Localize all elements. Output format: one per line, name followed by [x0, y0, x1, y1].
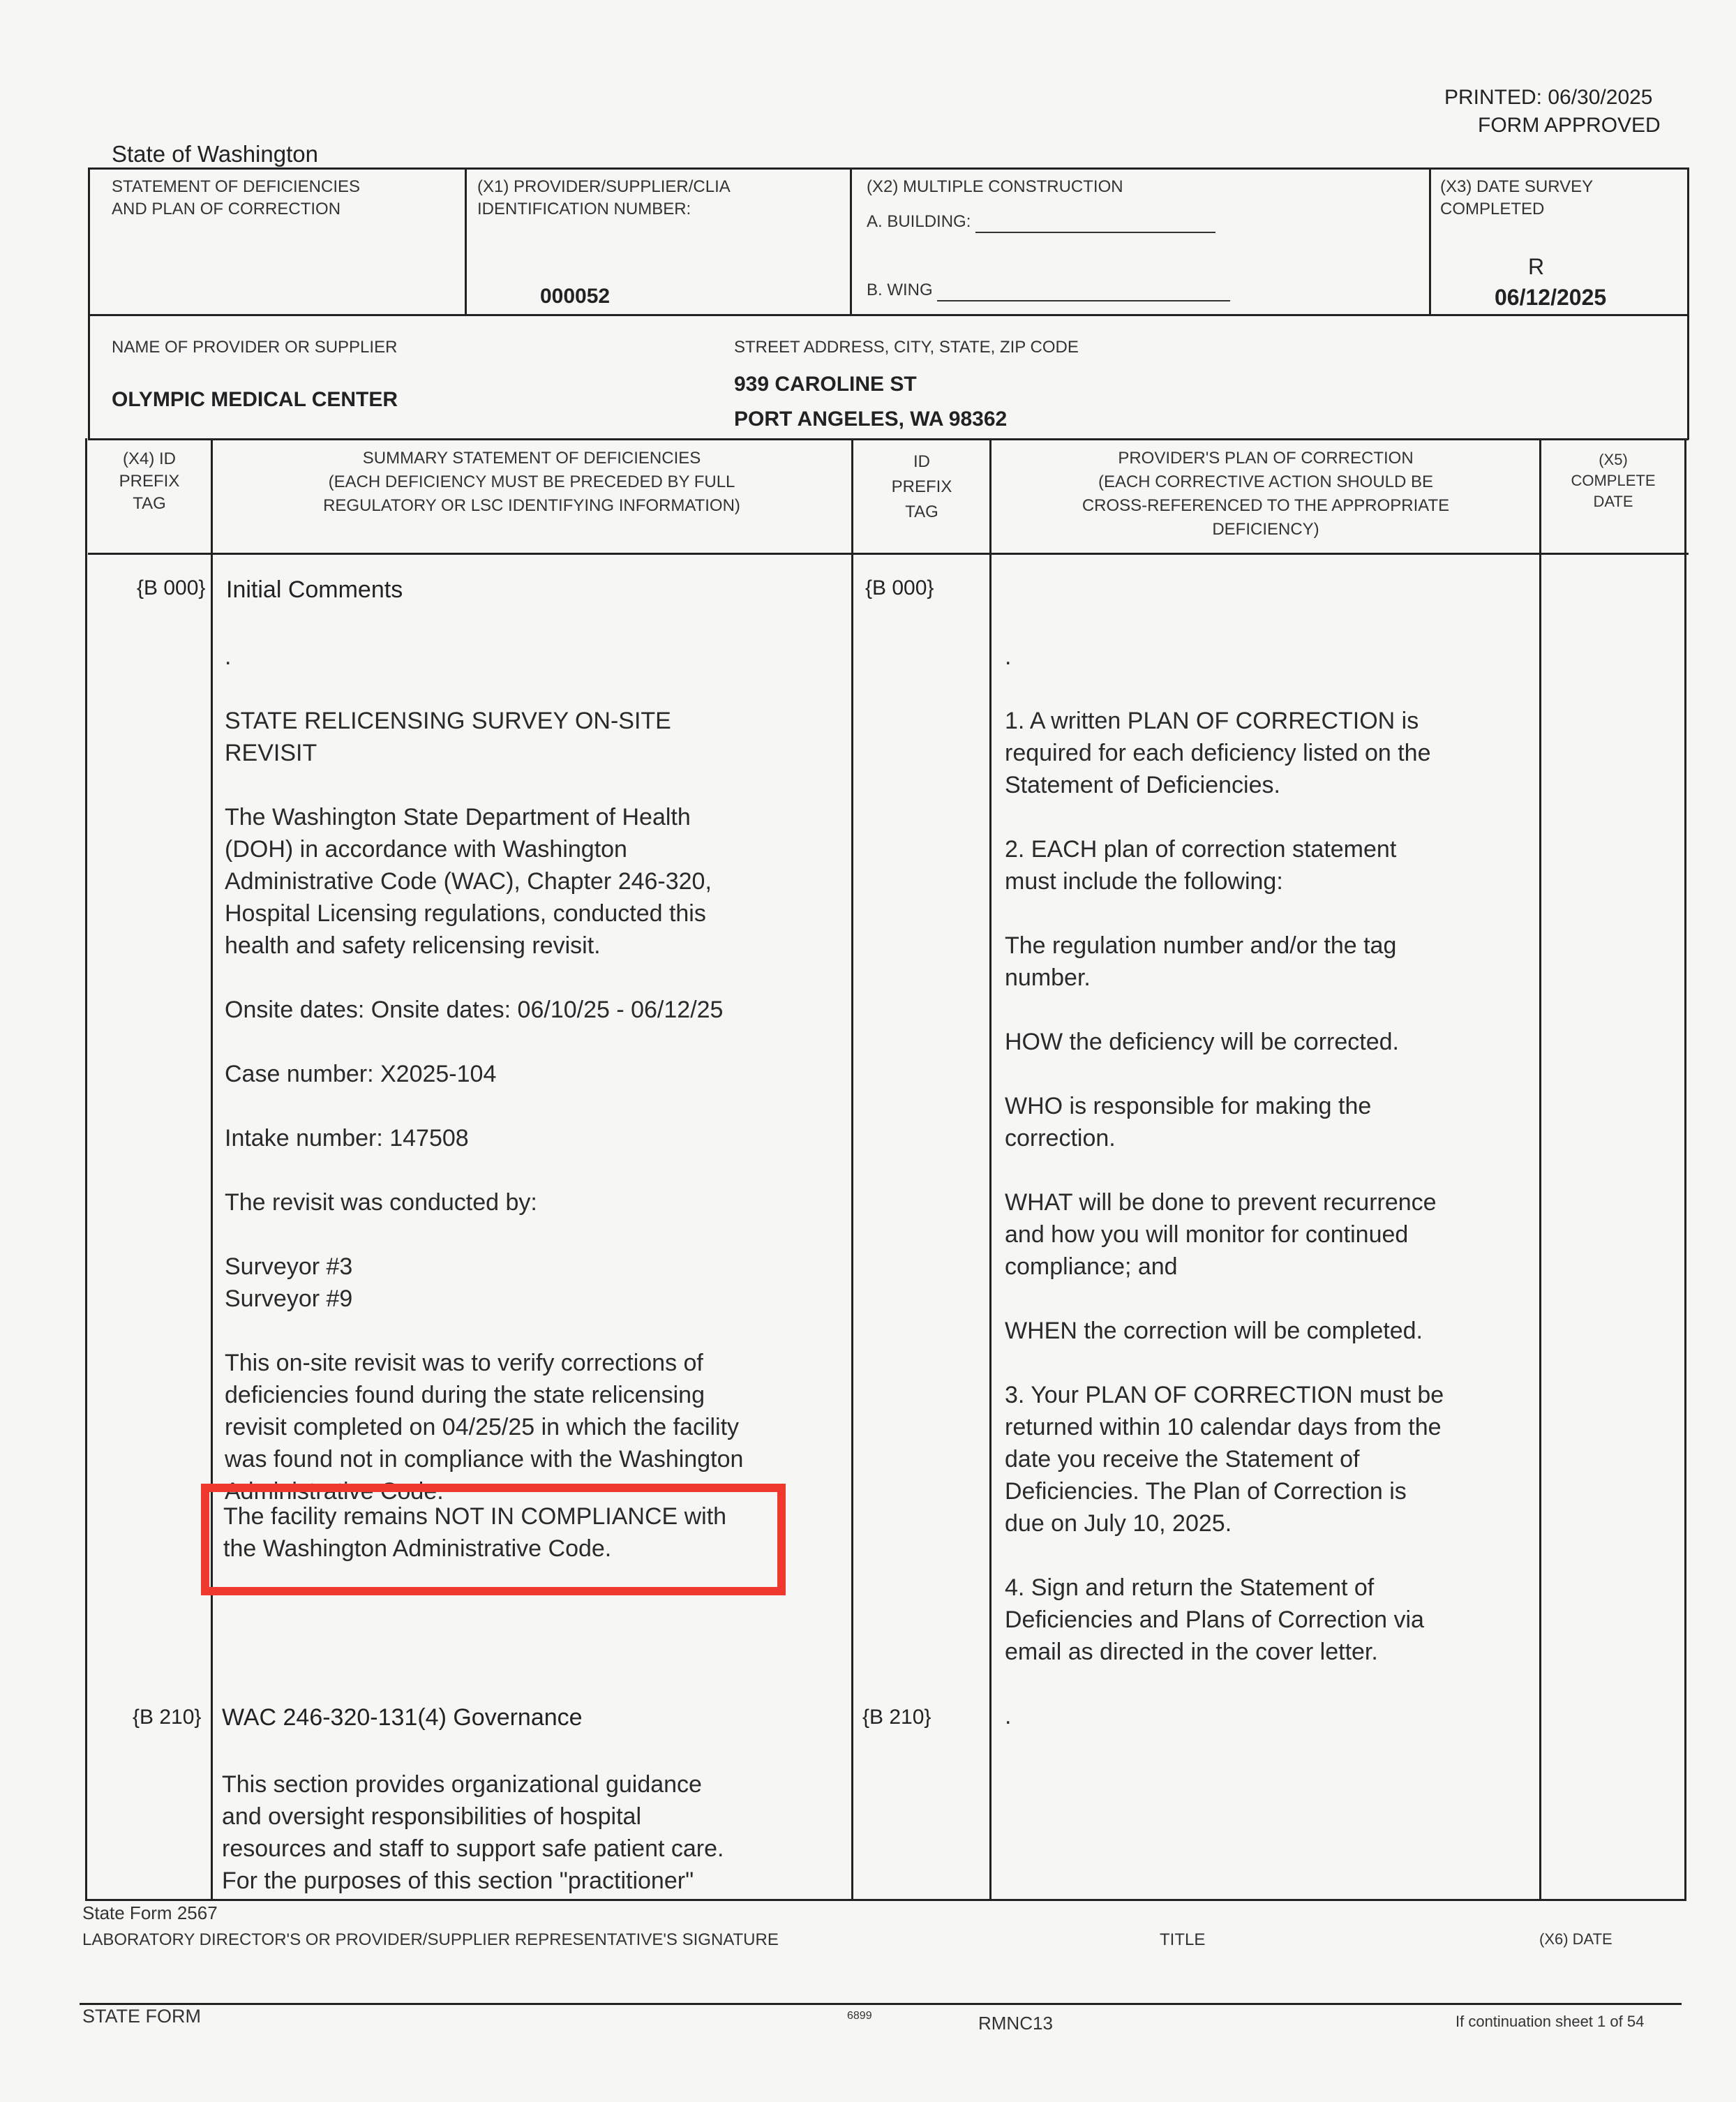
id-prefix-tag: {B 210} — [862, 1706, 931, 1729]
summary-paragraph: This on-site revisit was to verify corrections of deficiencies found during the state relicensing revisit completed on 04/25/25 in which the facility was found not in compliance with the Washington Administrative Code. — [225, 1350, 744, 1505]
provider-name: OLYMPIC MEDICAL CENTER — [112, 388, 398, 411]
survey-date: 06/12/2025 — [1495, 285, 1607, 310]
plan-paragraph: . — [1005, 1703, 1012, 1729]
entry-title: Initial Comments — [226, 576, 403, 603]
provider-name-label: NAME OF PROVIDER OR SUPPLIER — [112, 338, 398, 357]
divider — [88, 553, 1689, 555]
x2-label: (X2) MULTIPLE CONSTRUCTION — [867, 177, 1123, 196]
x5-header: (X5) COMPLETE DATE — [1571, 451, 1656, 510]
street-address: 939 CAROLINE ST — [734, 373, 917, 396]
plan-paragraph: 4. Sign and return the Statement of Deficiencies and Plans of Correction via email as directed in the cover letter. — [1005, 1574, 1424, 1665]
plan-text — [1005, 641, 1535, 1764]
x4-header: (X4) ID PREFIX TAG — [119, 449, 180, 513]
summary-paragraph: STATE RELICENSING SURVEY ON-SITE REVISIT — [225, 708, 671, 766]
city-state-zip: PORT ANGELES, WA 98362 — [734, 408, 1008, 431]
plan-paragraph: 3. Your PLAN OF CORRECTION must be returned within 10 calendar days from the date you receive the Statement of Deficiencies. The Plan of Correction is due on July 10, 2025. — [1005, 1382, 1444, 1537]
prefix-tag: {B 000} — [137, 576, 206, 599]
summary-paragraph: Onsite dates: Onsite dates: 06/10/25 - 06/12/25 — [225, 997, 724, 1023]
printed-date: PRINTED: 06/30/2025 — [1444, 86, 1653, 109]
summary-paragraph: Intake number: 147508 — [225, 1125, 469, 1151]
divider — [88, 438, 1689, 440]
footer-divider — [80, 2003, 1682, 2005]
building-label: A. BUILDING: — [867, 212, 971, 231]
id-prefix-header: ID PREFIX TAG — [891, 452, 952, 521]
plan-paragraph: . — [1005, 643, 1012, 670]
prefix-tag: {B 210} — [133, 1706, 202, 1729]
plan-paragraph: 2. EACH plan of correction statement must include the following: — [1005, 836, 1397, 895]
continuation-sheet: If continuation sheet 1 of 54 — [1456, 2013, 1645, 2030]
plan-header: PROVIDER'S PLAN OF CORRECTION (EACH CORRECTIVE ACTION SHOULD BE CROSS-REFERENCED TO THE APPROPRIATE DEFICIENCY) — [1082, 449, 1450, 539]
plan-paragraph: 1. A written PLAN OF CORRECTION is required for each deficiency listed on the Statement of Deficiencies. — [1005, 708, 1431, 798]
x1-label: (X1) PROVIDER/SUPPLIER/CLIA IDENTIFICATION NUMBER: — [477, 177, 731, 218]
statement-label: STATEMENT OF DEFICIENCIES AND PLAN OF CORRECTION — [112, 177, 361, 218]
summary-paragraph: The revisit was conducted by: — [225, 1189, 537, 1216]
survey-type: R — [1528, 254, 1545, 279]
summary-paragraph: Surveyor #3 Surveyor #9 — [225, 1253, 353, 1312]
summary-text — [225, 641, 846, 1540]
plan-paragraph: WHO is responsible for making the correction. — [1005, 1093, 1372, 1151]
title-label: TITLE — [1160, 1930, 1206, 1949]
provider-id: 000052 — [540, 285, 611, 308]
plan-paragraph: WHEN the correction will be completed. — [1005, 1318, 1423, 1344]
form-code: 6899 — [847, 2010, 872, 2022]
governance-text: This section provides organizational guidance and oversight responsibilities of hospital resources and staff to support safe patient care. For the purposes of this section "practitioner" — [222, 1771, 724, 1894]
event-id: RMNC13 — [978, 2013, 1053, 2034]
form-approved: FORM APPROVED — [1478, 114, 1661, 137]
x3-label: (X3) DATE SURVEY COMPLETED — [1440, 177, 1594, 218]
building-field — [867, 211, 1215, 233]
summary-header: SUMMARY STATEMENT OF DEFICIENCIES (EACH DEFICIENCY MUST BE PRECEDED BY FULL REGULATORY OR LSC IDENTIFYING INFORMATION) — [323, 449, 740, 515]
summary-paragraph: The Washington State Department of Health (DOH) in accordance with Washington Administrative Code (WAC), Chapter 246-320, Hospital Licensing regulations, conducted this health and safety relicensing revisit. — [225, 804, 712, 959]
entry-title: WAC 246-320-131(4) Governance — [222, 1704, 583, 1731]
summary-paragraph: . — [225, 643, 232, 670]
state-name: State of Washington — [112, 141, 318, 167]
plan-paragraph: HOW the deficiency will be corrected. — [1005, 1029, 1399, 1055]
wing-field — [867, 279, 1230, 301]
state-form-label: STATE FORM — [82, 2006, 201, 2027]
id-prefix-tag: {B 000} — [865, 576, 934, 599]
address-label: STREET ADDRESS, CITY, STATE, ZIP CODE — [734, 338, 1079, 357]
plan-paragraph: WHAT will be done to prevent recurrence and how you will monitor for continued compliance; and — [1005, 1189, 1437, 1280]
signature-label: LABORATORY DIRECTOR'S OR PROVIDER/SUPPLIER REPRESENTATIVE'S SIGNATURE — [82, 1930, 779, 1949]
wing-label: B. WING — [867, 281, 933, 299]
plan-paragraph: The regulation number and/or the tag number. — [1005, 932, 1397, 991]
non-compliance-statement: The facility remains NOT IN COMPLIANCE with the Washington Administrative Code. — [223, 1503, 727, 1562]
wing-blank — [937, 283, 1230, 301]
state-form-number: State Form 2567 — [82, 1902, 218, 1923]
date-label: (X6) DATE — [1539, 1930, 1612, 1948]
summary-paragraph: Case number: X2025-104 — [225, 1061, 497, 1087]
building-blank — [975, 215, 1215, 233]
